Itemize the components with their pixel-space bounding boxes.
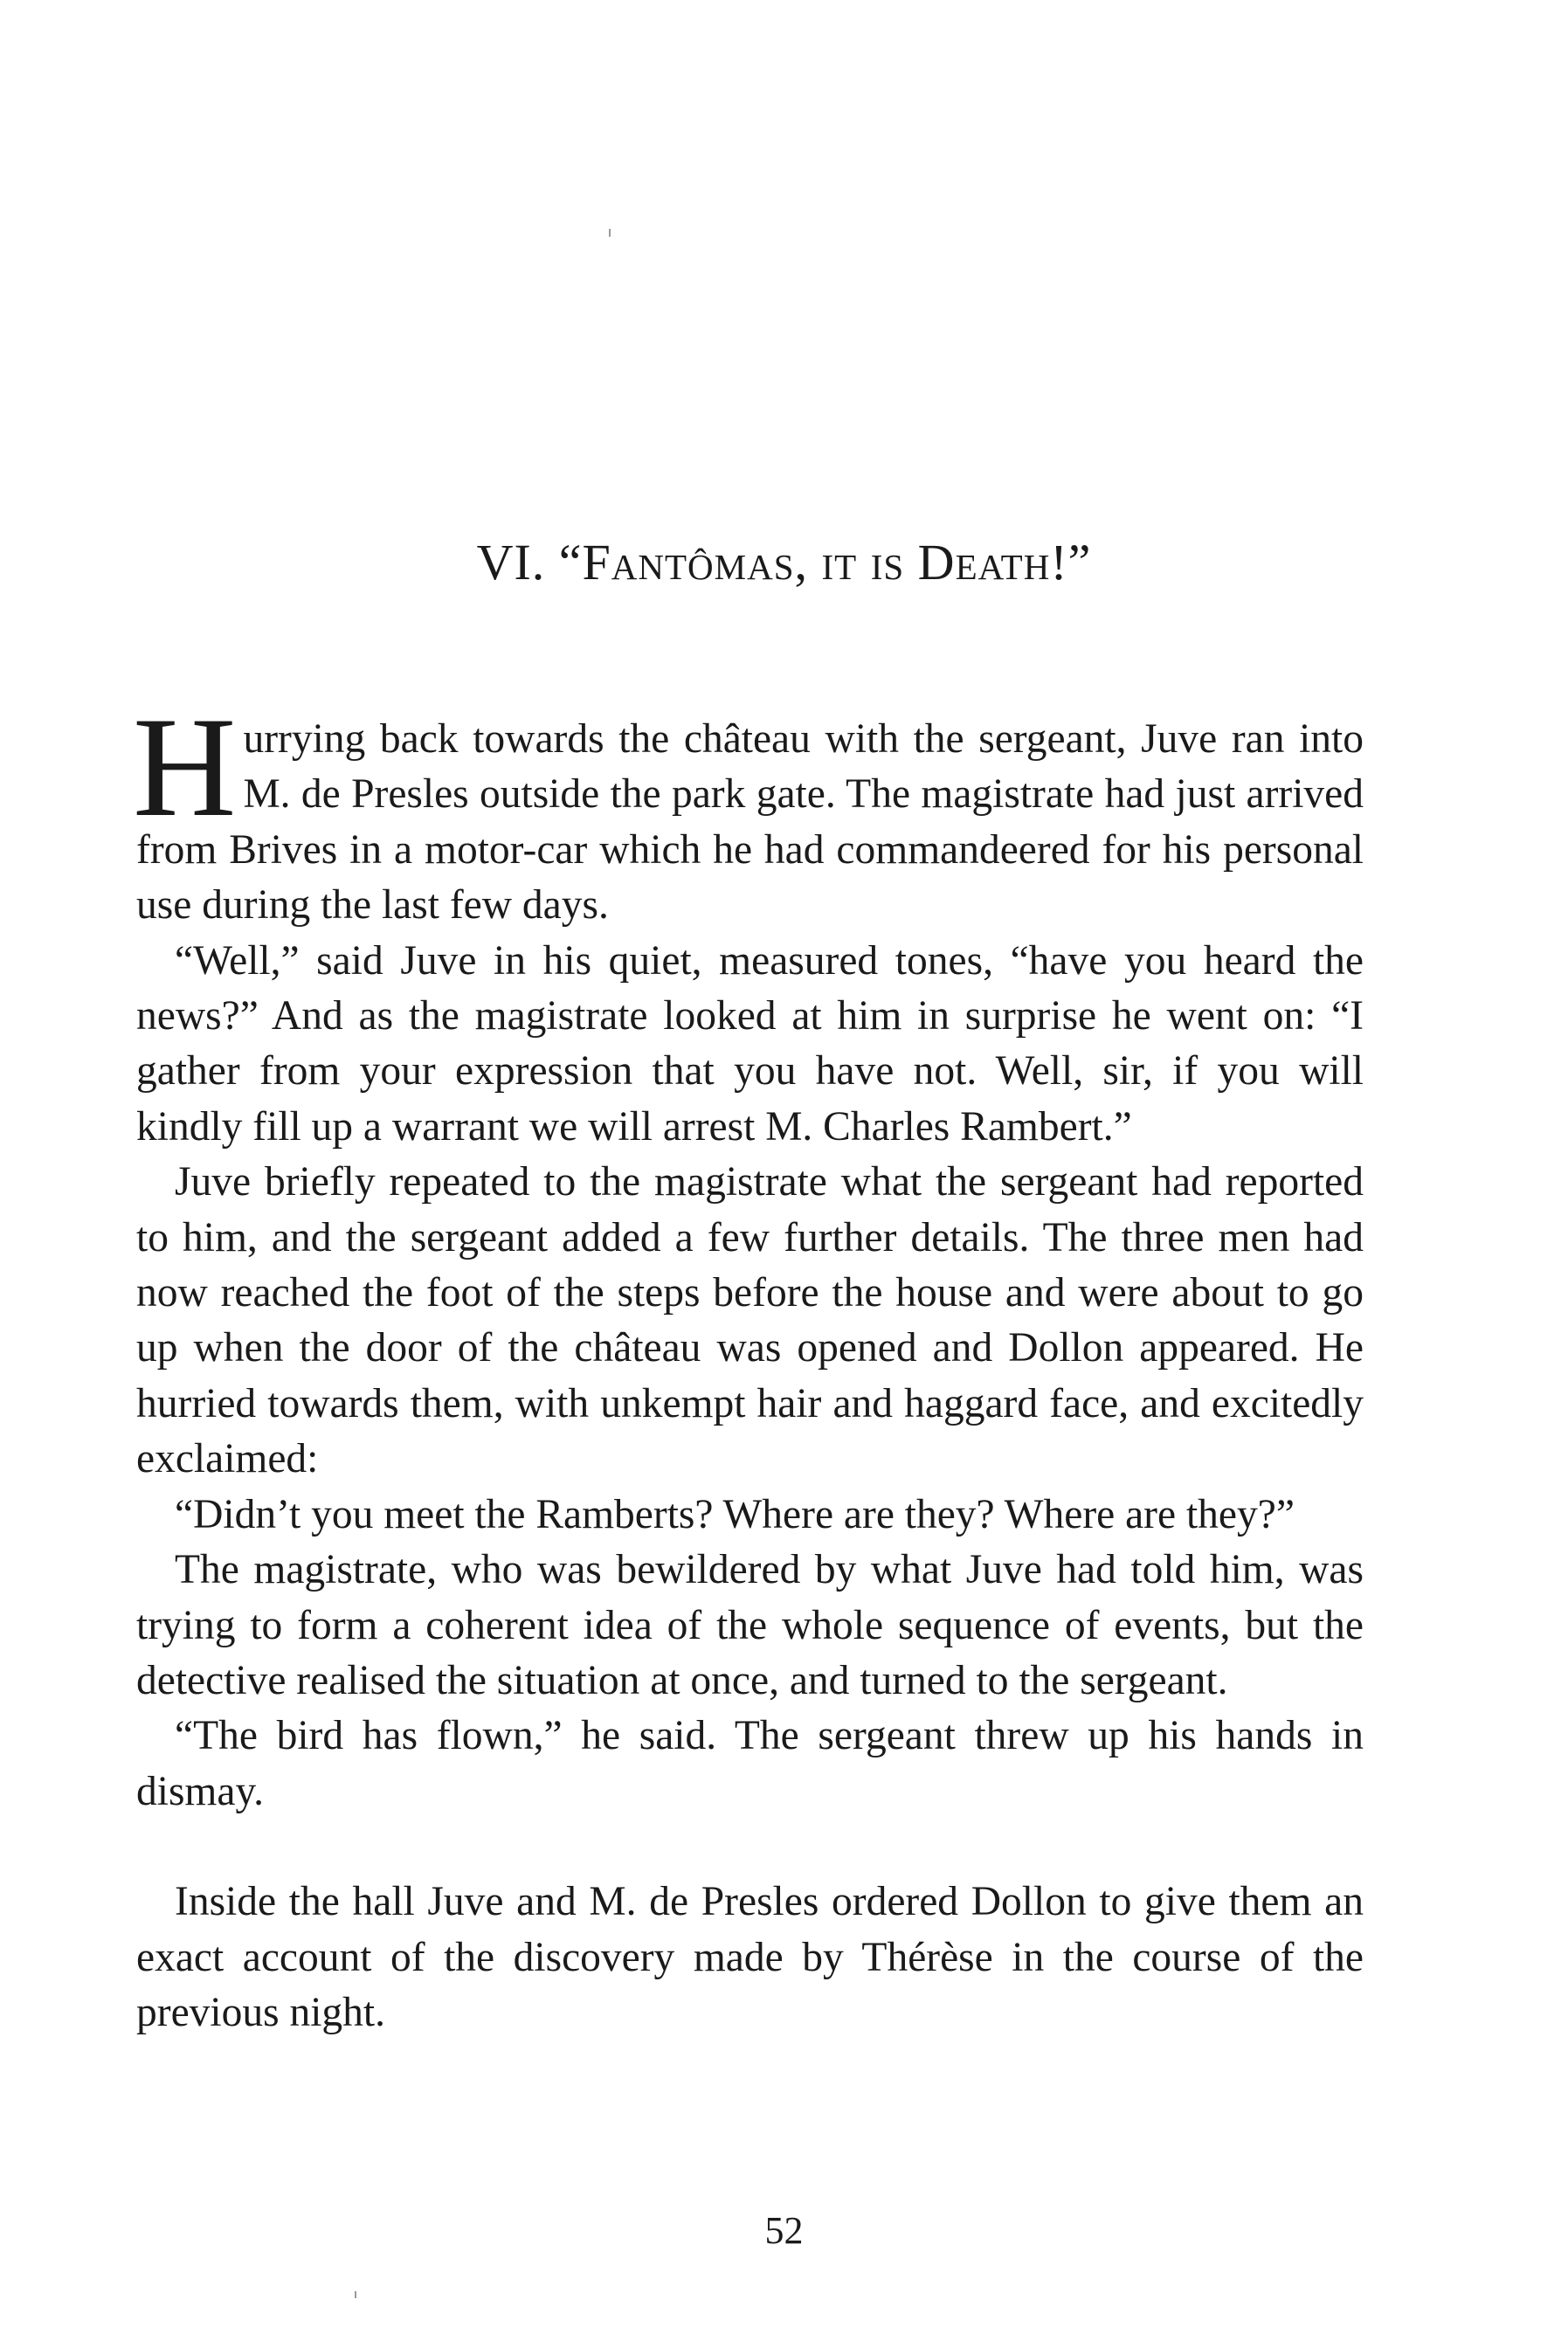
paragraph-4: “Didn’t you meet the Ramberts? Where are they? Where are they?” <box>175 1491 1295 1537</box>
page-number: 52 <box>764 2209 804 2252</box>
paragraph-1-text: urrying back towards the château with the sergeant, Juve ran into M. de Presles outside the park gate. The magistrate had just arrived from Brives in a motor-car which he had commandeered for his personal use during the last few days. <box>136 716 1364 929</box>
print-speck <box>355 2291 356 2298</box>
drop-cap: H <box>133 688 237 846</box>
paragraph-7: Inside the hall Juve and M. de Presles ordered Dollon to give them an exact account of the discovery made by Thérèse in the course of the previous night. <box>136 1879 1364 2035</box>
paragraph-6: “The bird has flown,” he said. The sergeant threw up his hands in dismay. <box>136 1713 1364 1814</box>
paragraph-2: “Well,” said Juve in his quiet, measured tones, “have you heard the news?” And as the magistrate looked at him in surprise he went on: “I gather from your expression that you have not. Well, sir, if you will kindly fill up a warrant we will arrest M. Charles Rambert.” <box>136 937 1364 1150</box>
paragraph-3: Juve briefly repeated to the magistrate what the sergeant had reported to him, and the sergeant added a few further details. The three men had now reached the foot of the steps before the house and were about to go up when the door of the château was opened and Dollon appeared. He hurried towards them, with unkempt hair and haggard face, and excitedly exclaimed: <box>136 1159 1364 1482</box>
chapter-title: VI. “Fantômas, it is Death!” <box>476 534 1092 590</box>
print-speck <box>609 229 611 237</box>
body-text <box>133 688 1364 2041</box>
paragraph-5: The magistrate, who was bewildered by what Juve had told him, was trying to form a coherent idea of the whole sequence of events, but the detective realised the situation at once, and turned to the sergeant. <box>136 1547 1364 1703</box>
paragraph-1 <box>133 688 1364 934</box>
